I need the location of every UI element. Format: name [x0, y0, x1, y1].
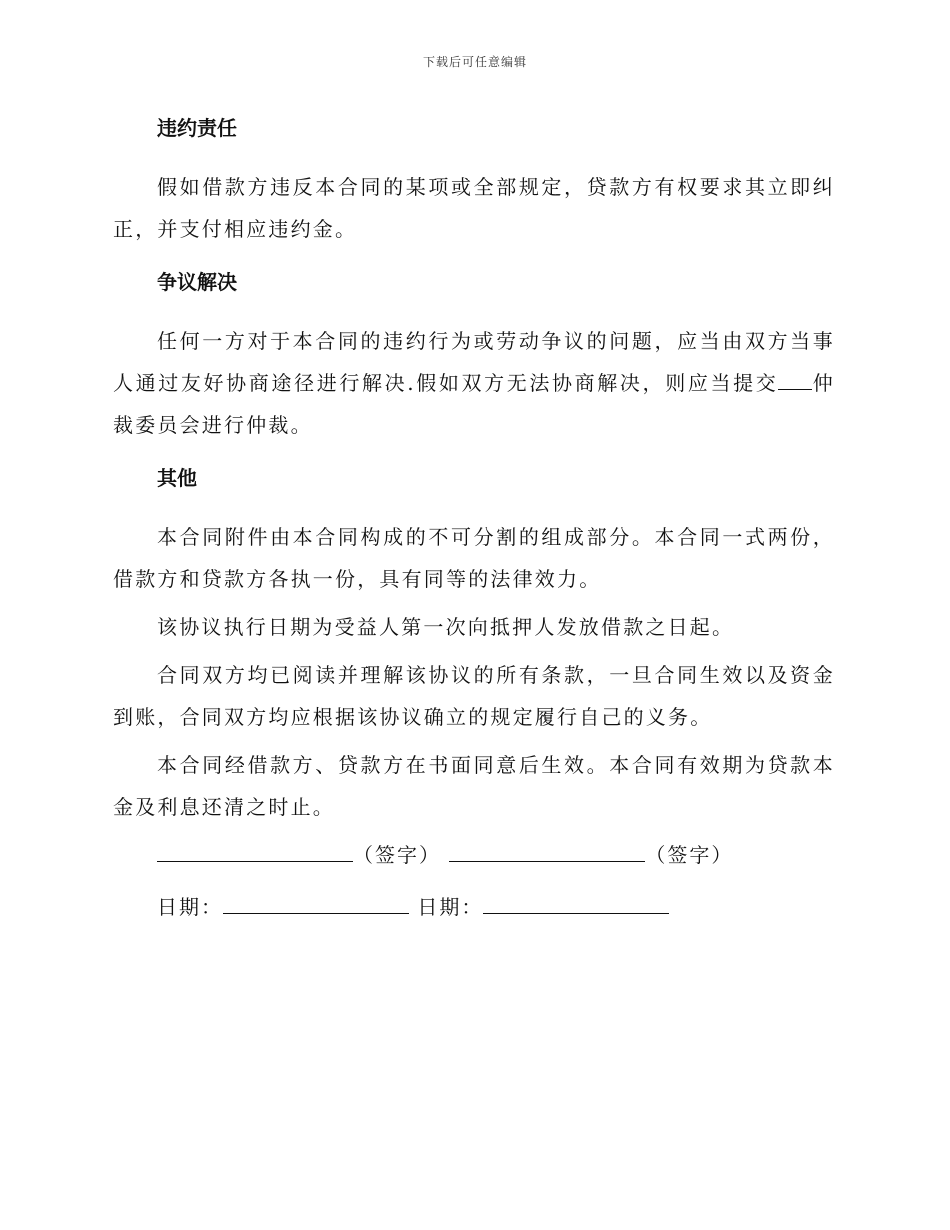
- arbitration-blank: [778, 371, 812, 390]
- dispute-text-before: 任何一方对于本合同的违约行为或劳动争议的问题，应当由双方当事人通过友好协商途径进行解决.假如双方无法协商解决，则应当提交: [113, 329, 835, 395]
- signature-row: [157, 834, 835, 876]
- signature-line-2: [449, 843, 645, 862]
- date-label-2: 日期：: [417, 895, 484, 919]
- dispute-paragraph: [113, 320, 835, 446]
- document-body: [113, 108, 835, 928]
- date-row: [157, 886, 835, 928]
- signature-line-1: [157, 843, 353, 862]
- section-heading-dispute: 争议解决: [157, 270, 237, 294]
- section-heading-breach: 违约责任: [157, 116, 237, 140]
- other-paragraph-1: 本合同附件由本合同构成的不可分割的组成部分。本合同一式两份，借款方和贷款方各执一份，具有同等的法律效力。: [113, 525, 835, 591]
- dispute-text-after: 仲裁委员会进行仲裁。: [113, 371, 836, 437]
- other-paragraph-2: 该协议执行日期为受益人第一次向抵押人发放借款之日起。: [157, 615, 735, 639]
- date-label-1: 日期：: [157, 895, 223, 919]
- section-heading-other: 其他: [157, 466, 197, 490]
- date-line-1: [223, 895, 409, 914]
- date-line-2: [483, 895, 669, 914]
- signature-label-1: （签字）: [353, 843, 441, 867]
- page-header: 下载后可任意编辑: [422, 55, 527, 69]
- breach-paragraph: 假如借款方违反本合同的某项或全部规定，贷款方有权要求其立即纠正，并支付相应违约金。: [113, 175, 835, 241]
- signature-label-2: （签字）: [645, 843, 734, 867]
- other-paragraph-3: 合同双方均已阅读并理解该协议的所有条款，一旦合同生效以及资金到账，合同双方均应根据该协议确立的规定履行自己的义务。: [113, 663, 835, 729]
- other-paragraph-4: 本合同经借款方、贷款方在书面同意后生效。本合同有效期为贷款本金及利息还清之时止。: [113, 753, 835, 819]
